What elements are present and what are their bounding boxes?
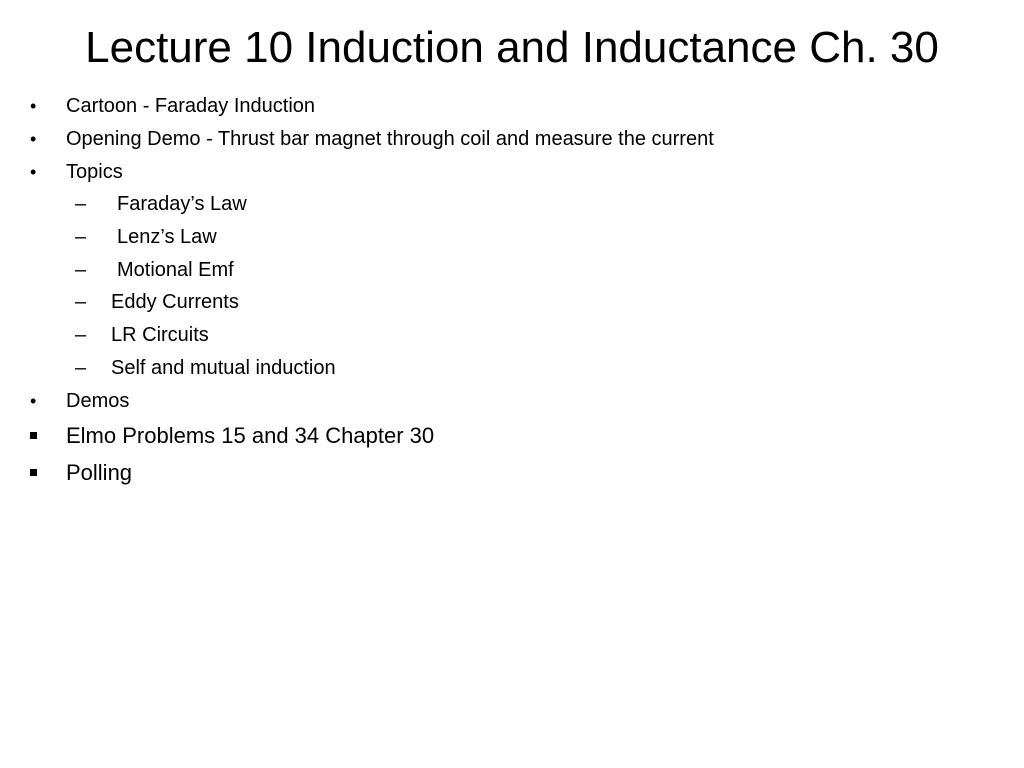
- dash-icon: –: [75, 291, 87, 313]
- dash-icon: –: [75, 259, 87, 281]
- slide-title: Lecture 10 Induction and Inductance Ch. 30: [85, 23, 939, 72]
- list-item-text: Elmo Problems 15 and 34 Chapter 30: [66, 423, 435, 448]
- sub-list-item-text: Motional Emf: [117, 259, 234, 281]
- dash-icon: –: [75, 193, 87, 215]
- list-item-text: Polling: [66, 460, 133, 485]
- bullet-icon: •: [30, 162, 37, 182]
- list-item-text: Topics: [66, 161, 123, 183]
- sub-list-item-text: Lenz’s Law: [117, 226, 217, 248]
- sub-list-item-text: LR Circuits: [111, 324, 209, 346]
- dash-icon: –: [75, 357, 87, 379]
- sub-list-item-text: Self and mutual induction: [111, 357, 336, 379]
- sub-list-item-text: Eddy Currents: [111, 291, 239, 313]
- bullet-icon: •: [30, 129, 37, 149]
- list-item-text: Cartoon - Faraday Induction: [66, 95, 316, 117]
- square-bullet-icon: [30, 432, 37, 439]
- list-item-text: Opening Demo - Thrust bar magnet through coil and measure the current: [66, 128, 714, 150]
- square-bullet-icon: [30, 469, 37, 476]
- dash-icon: –: [75, 324, 87, 346]
- dash-icon: –: [75, 226, 87, 248]
- bullet-icon: •: [30, 391, 37, 411]
- list-item-text: Demos: [66, 390, 130, 412]
- sub-list-item-text: Faraday’s Law: [117, 193, 247, 215]
- bullet-icon: •: [30, 96, 37, 116]
